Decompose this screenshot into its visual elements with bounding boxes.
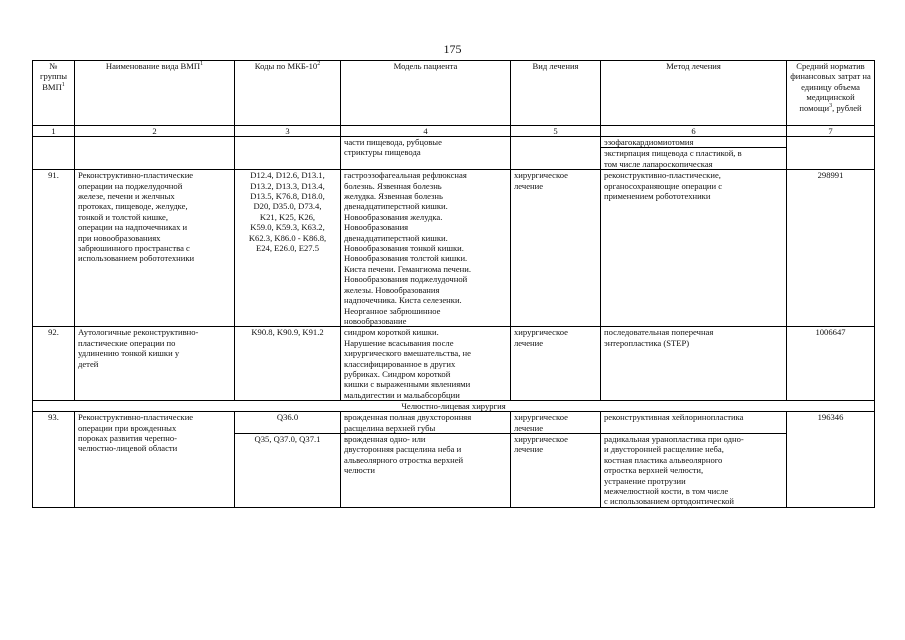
header-row [33,61,875,126]
treatment-type-cell: хирургическое лечение [511,412,601,434]
treatment-method-cell: реконструктивная хейлоринопластика [601,412,787,434]
treatment-method-cell: последовательная поперечная энтеропластика (STEP) [601,327,787,401]
icd-codes-cell: Q35, Q37.0, Q37.1 [235,433,341,507]
cost-cell: 196346 [787,412,875,508]
column-number: 7 [787,126,875,137]
group-number-cell: 93. [33,412,75,508]
treatment-method-cell: реконструктивно-пластические, органосохраняющие операции с применением робототехники [601,170,787,327]
header-treatment-method: Метод лечения [601,61,787,126]
vmp-type-cell: Аутологичные реконструктивно- пластические операции по удлинению тонкой кишки у детей [75,327,235,401]
icd-codes-cell: K90.8, K90.9, K91.2 [235,327,341,401]
treatment-type-cell: хирургическое лечение [511,433,601,507]
column-number: 3 [235,126,341,137]
header-treatment-type: Вид лечения [511,61,601,126]
column-number: 6 [601,126,787,137]
treatment-method-cell: эзофагокардиомиотомия [601,137,787,148]
table-row [33,170,875,327]
vmp-type-cell: Реконструктивно-пластические операции при врожденных пороках развития черепно- челюстно-лицевой области [75,412,235,508]
header-patient-model: Модель пациента [341,61,511,126]
section-title: Челюстно-лицевая хирургия [33,401,875,412]
group-number-cell: 91. [33,170,75,327]
column-number: 1 [33,126,75,137]
section-row [33,401,875,412]
header-icd-codes: Коды по МКБ-$10^2$ [235,61,341,126]
column-number-row [33,126,875,137]
column-number: 2 [75,126,235,137]
table-row [33,412,875,434]
page-number: 175 [443,42,462,56]
continuation-row [33,137,875,148]
treatment-method-cell: радикальная уранопластика при одно- и двусторонней расщелине неба, костная пластика альвеолярного отростка верхней челюсти, устранение протрузии межчелюстной кости, в том числе с использованием ортодонтической [601,433,787,507]
icd-codes-cell: Q36.0 [235,412,341,434]
column-number: 4 [341,126,511,137]
header-group-number: № группы ВМП$^1$ [33,61,75,126]
header-vmp-type: Наименование вида ВМП$^1$ [75,61,235,126]
header-cost: Средний норматив финансовых затрат на единицу объема медицинской помощи$^3$, рублей [787,61,875,126]
patient-model-cell: гастроэзофагеальная рефлюксная болезнь. Язвенная болезнь желудка. Язвенная болезнь двенадцатиперстной кишки. Новообразования желудка. Новообразования двенадцатиперстной кишки. Новообразования тонкой кишки. Новообразования толстой кишки. Киста печени. Гемангиома печени. Новообразования поджелудочной железы. Новообразования надпочечника. Киста селезенки. Неорганное забрюшинное новообразование [341,170,511,327]
cost-cell: 1006647 [787,327,875,401]
patient-model-cell: врожденная полная двухсторонняя расщелина верхней губы [341,412,511,434]
treatment-type-cell: хирургическое лечение [511,327,601,401]
group-number-cell: 92. [33,327,75,401]
patient-model-cell: синдром короткой кишки. Нарушение всасывания после хирургического вмешательства, не классифицированное в других рубриках. Синдром короткой кишки с выраженными явлениями мальдигестии и мальабсорбции [341,327,511,401]
icd-codes-cell: D12.4, D12.6, D13.1, D13.2, D13.3, D13.4, D13.5, K76.8, D18.0, D20, D35.0, D73.4, K21, K25, K26, K59.0, K59.3, K63.2, K62.3, K86.0 - K86.8, E24, E26.0, E27.5 [235,170,341,327]
vmp-type-cell: Реконструктивно-пластические операции на поджелудочной железе, печени и желчных протоках, пищеводе, желудке, тонкой и толстой кишке, операции на надпочечниках и при новообразованиях забрюшинного пространства с использованием робототехники [75,170,235,327]
treatment-method-cell: экстирпация пищевода с пластикой, в том числе лапароскопическая [601,148,787,170]
patient-model-cell: врожденная одно- или двусторонняя расщелина неба и альвеолярного отростка верхней челюсти [341,433,511,507]
column-number: 5 [511,126,601,137]
cost-cell: 298991 [787,170,875,327]
vmp-table [32,60,875,508]
table-row [33,327,875,401]
patient-model-cell: части пищевода, рубцовые стриктуры пищевода [341,137,511,170]
treatment-type-cell: хирургическое лечение [511,170,601,327]
